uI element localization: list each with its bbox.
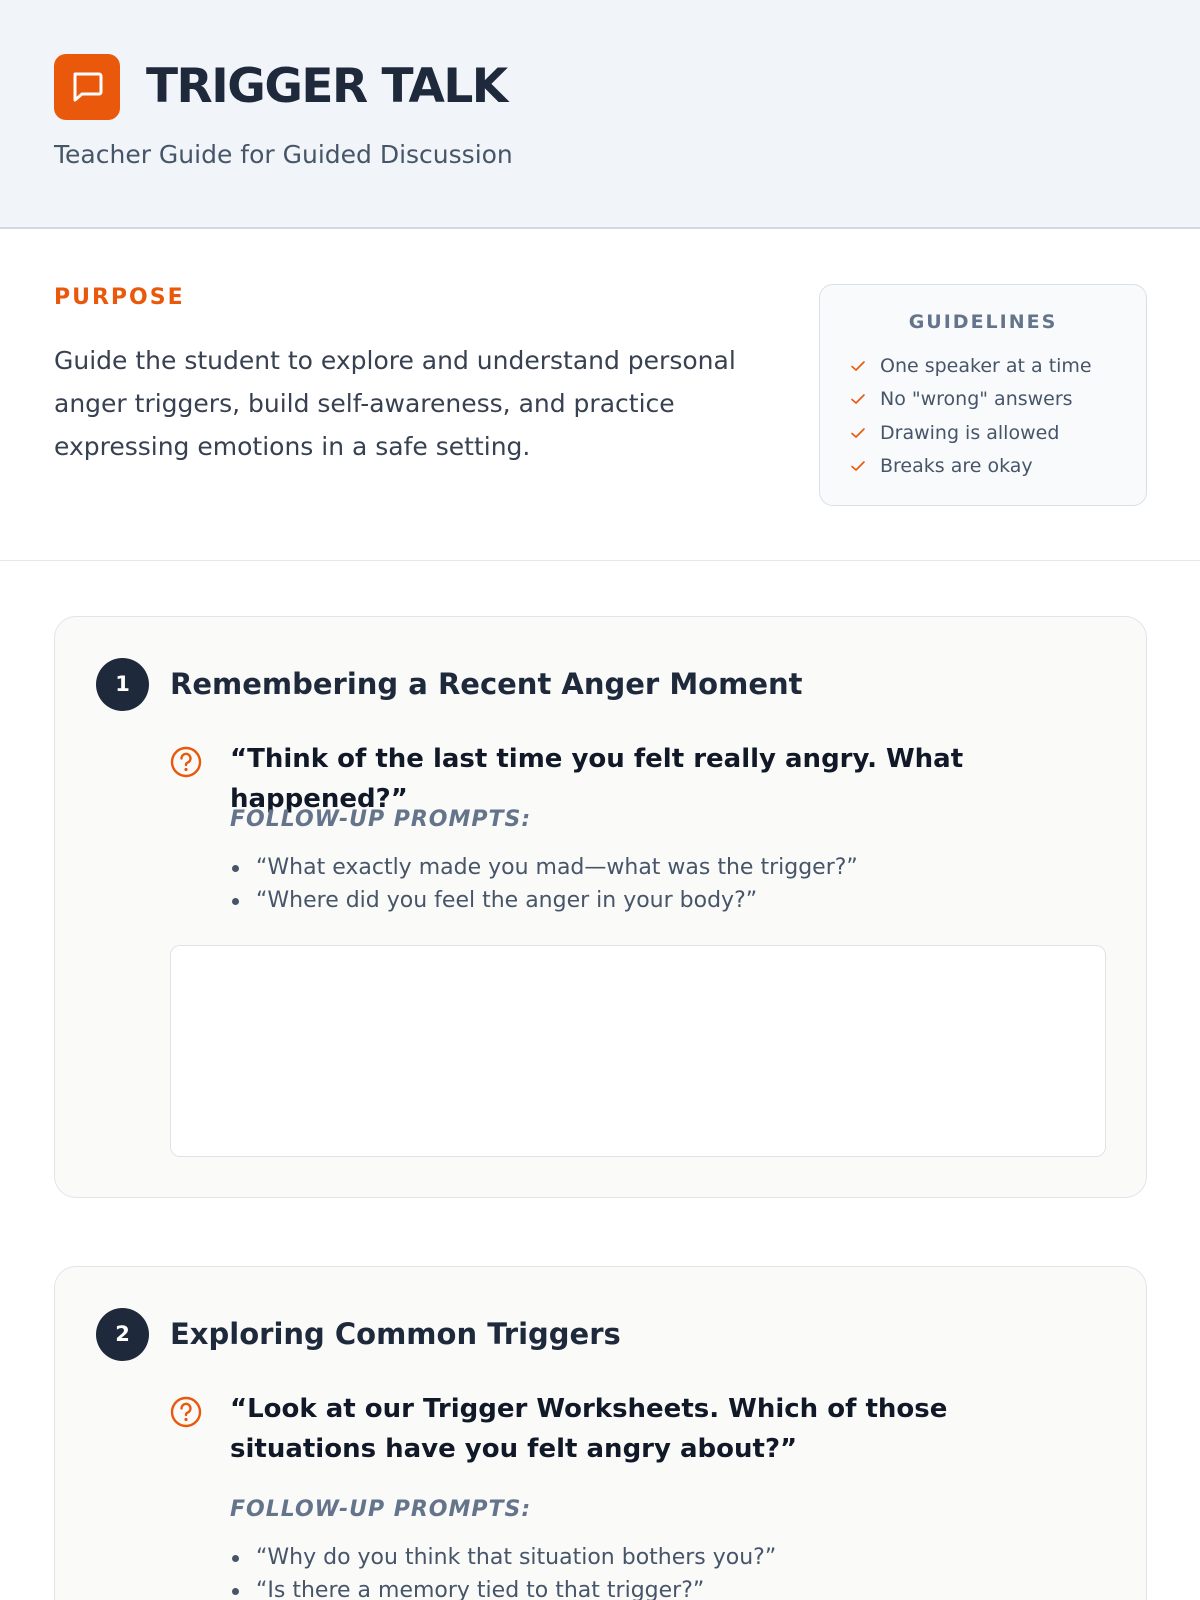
section-title: Exploring Common Triggers bbox=[170, 1317, 621, 1351]
section-card-1 bbox=[54, 616, 1147, 1198]
check-icon bbox=[850, 458, 866, 474]
page-subtitle: Teacher Guide for Guided Discussion bbox=[54, 140, 513, 169]
question-mark-icon bbox=[170, 1396, 202, 1428]
page-header bbox=[0, 0, 1200, 229]
purpose-section bbox=[0, 229, 1200, 561]
response-area[interactable] bbox=[170, 945, 1106, 1157]
purpose-label: PURPOSE bbox=[54, 285, 185, 310]
logo bbox=[54, 54, 120, 120]
chat-bubble-icon bbox=[69, 69, 105, 105]
guidelines-title: GUIDELINES bbox=[908, 311, 1058, 333]
guideline-item bbox=[850, 450, 1092, 484]
followup-prompts-list bbox=[230, 1541, 776, 1600]
section-number-badge: 1 bbox=[96, 658, 149, 711]
list-item: “Is there a memory tied to that trigger?” bbox=[230, 1574, 776, 1600]
list-item: “What exactly made you mad—what was the trigger?” bbox=[230, 851, 858, 884]
list-item: “Where did you feel the anger in your body?” bbox=[230, 884, 858, 917]
section-number-badge: 2 bbox=[96, 1308, 149, 1361]
guideline-text: One speaker at a time bbox=[880, 354, 1092, 377]
purpose-text: Guide the student to explore and understand personal anger triggers, build self-awareness, and practice expressing emotions in a safe setting. bbox=[54, 346, 736, 461]
guideline-text: Drawing is allowed bbox=[880, 421, 1060, 444]
guideline-item bbox=[850, 349, 1092, 383]
followup-label: FOLLOW-UP PROMPTS: bbox=[230, 1497, 532, 1522]
guideline-item bbox=[850, 383, 1092, 417]
guideline-item bbox=[850, 416, 1092, 450]
page-title: TRIGGER TALK bbox=[146, 59, 507, 114]
list-item: “Why do you think that situation bothers you?” bbox=[230, 1541, 776, 1574]
guidelines-box bbox=[819, 284, 1147, 506]
followup-label: FOLLOW-UP PROMPTS: bbox=[230, 807, 532, 832]
guideline-text: Breaks are okay bbox=[880, 455, 1033, 478]
section-title: Remembering a Recent Anger Moment bbox=[170, 667, 803, 701]
check-icon bbox=[850, 358, 866, 374]
discussion-question: “Look at our Trigger Worksheets. Which of those situations have you felt angry about?” bbox=[230, 1394, 948, 1464]
section-card-2 bbox=[54, 1266, 1147, 1600]
check-icon bbox=[850, 391, 866, 407]
guideline-text: No "wrong" answers bbox=[880, 388, 1073, 411]
question-mark-icon bbox=[170, 746, 202, 778]
followup-prompts-list bbox=[230, 851, 858, 917]
check-icon bbox=[850, 425, 866, 441]
guidelines-list bbox=[850, 349, 1092, 483]
discussion-question: “Think of the last time you felt really angry. What happened?” bbox=[230, 744, 964, 814]
